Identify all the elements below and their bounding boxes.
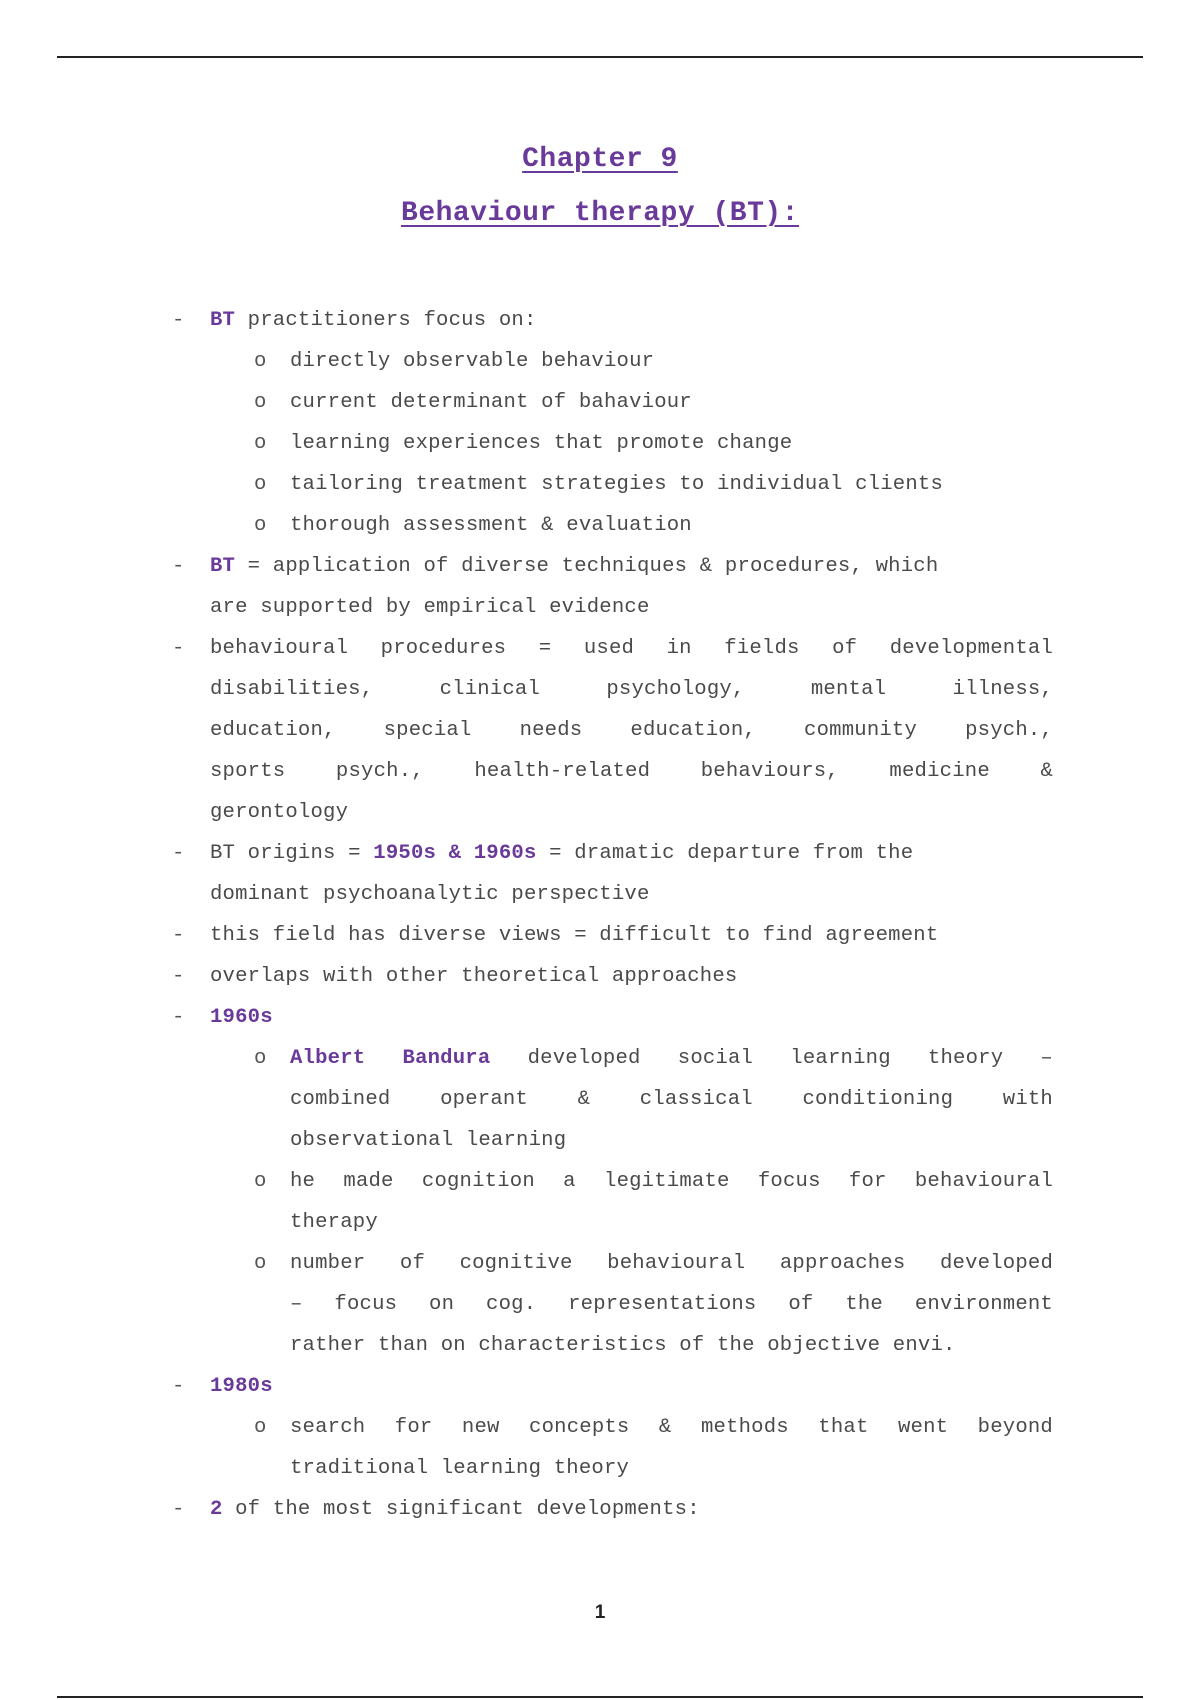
list-item-continuation: rather than on characteristics of the objective envi. [290, 1334, 956, 1357]
keyword: 1960s [473, 842, 537, 865]
bullet-circle: o [254, 350, 267, 373]
keyword: 2 [210, 1498, 223, 1521]
list-item: o Albert Bandura developed social learning theory – [0, 1038, 1200, 1079]
list-item: o he made cognition a legitimate focus for behavioural [0, 1161, 1200, 1202]
list-item: o tailoring treatment strategies to individual clients [0, 464, 1200, 505]
bullet-dash: - [172, 1375, 185, 1398]
bullet-circle: o [254, 514, 267, 537]
list-item-continuation: observational learning [290, 1129, 567, 1152]
list-item-continuation: – focus on cog. representations of the environment [290, 1293, 1053, 1316]
keyword: BT [210, 555, 236, 578]
bullet-dash: - [172, 842, 185, 865]
list-item-continuation: education, special needs education, community psych., [210, 719, 1053, 742]
bullet-dash: - [172, 637, 185, 660]
bullet-dash: - [172, 309, 185, 332]
list-item: o thorough assessment & evaluation [0, 505, 1200, 546]
list-item: - this field has diverse views = difficult to find agreement [0, 915, 1200, 956]
list-item: - BT = application of diverse techniques & procedures, which [0, 546, 1200, 587]
list-item: o learning experiences that promote change [0, 423, 1200, 464]
list-item-continuation: gerontology [210, 801, 349, 824]
list-item: o search for new concepts & methods that went beyond [0, 1407, 1200, 1448]
list-item: - behavioural procedures = used in fields of developmental [0, 628, 1200, 669]
list-item-continuation: traditional learning theory [290, 1457, 630, 1480]
page-title: Behaviour therapy (BT): [401, 198, 799, 229]
bullet-dash: - [172, 555, 185, 578]
list-item [0, 1366, 1200, 1407]
bullet-circle: o [254, 391, 267, 414]
keyword: BT [210, 309, 236, 332]
bullet-circle: o [254, 1252, 267, 1275]
list-item: - 2 of the most significant developments: [0, 1489, 1200, 1530]
list-item: o current determinant of bahaviour [0, 382, 1200, 423]
bullet-circle: o [254, 473, 267, 496]
chapter-heading: Chapter 9 [522, 144, 678, 175]
bullet-dash: - [172, 1498, 185, 1521]
page-number: 1 [594, 1602, 606, 1623]
list-item-continuation: dominant psychoanalytic perspective [210, 883, 650, 906]
keyword: Albert Bandura [290, 1047, 491, 1070]
bullet-circle: o [254, 1416, 267, 1439]
top-rule [57, 56, 1143, 58]
list-item: - BT practitioners focus on: [0, 300, 1200, 341]
bullet-circle: o [254, 432, 267, 455]
bullet-circle: o [254, 1170, 267, 1193]
list-item: o number of cognitive behavioural approaches developed [0, 1243, 1200, 1284]
list-item-continuation: disabilities, clinical psychology, mental illness, [210, 678, 1053, 701]
list-item [0, 997, 1200, 1038]
list-item-continuation: sports psych., health-related behaviours, medicine & [210, 760, 1053, 783]
bullet-circle: o [254, 1047, 267, 1070]
list-item: - BT origins = 1950s & 1960s = dramatic departure from the [0, 833, 1200, 874]
bullet-dash: - [172, 1006, 185, 1029]
list-item-continuation: combined operant & classical conditioning with [290, 1088, 1053, 1111]
list-item-continuation: are supported by empirical evidence [210, 596, 650, 619]
notes-body [0, 300, 1200, 1530]
list-item: o directly observable behaviour [0, 341, 1200, 382]
bottom-rule [57, 1696, 1143, 1698]
section-label: 1980s [210, 1375, 273, 1398]
bullet-dash: - [172, 924, 185, 947]
bullet-dash: - [172, 965, 185, 988]
keyword: 1950s [373, 842, 437, 865]
list-item: - overlaps with other theoretical approaches [0, 956, 1200, 997]
section-label: 1960s [210, 1006, 273, 1029]
list-item-continuation: therapy [290, 1211, 378, 1234]
